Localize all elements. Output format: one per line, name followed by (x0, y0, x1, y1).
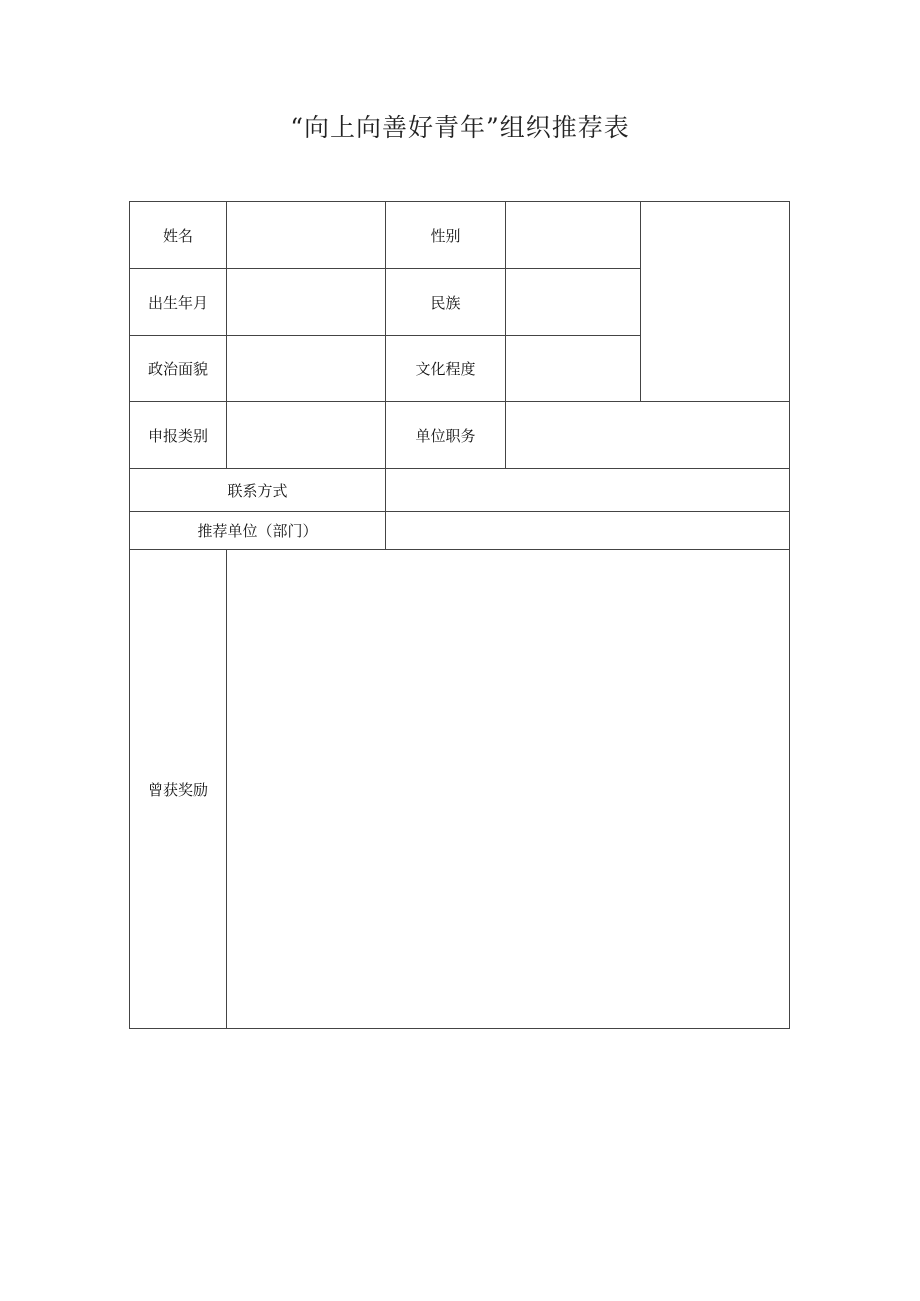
label-position: 单位职务 (385, 401, 506, 469)
label-birth: 出生年月 (129, 268, 227, 336)
birth-field[interactable] (226, 268, 386, 336)
label-category: 申报类别 (129, 401, 227, 469)
ethnicity-field[interactable] (505, 268, 641, 336)
label-political-status: 政治面貌 (129, 335, 227, 402)
label-recommender: 推荐单位（部门） (129, 511, 386, 550)
gender-field[interactable] (505, 201, 641, 269)
form-title: “向上向善好青年”组织推荐表 (290, 113, 630, 142)
recommender-field[interactable] (385, 511, 790, 550)
education-field[interactable] (505, 335, 641, 402)
name-field[interactable] (226, 201, 386, 269)
label-awards: 曾获奖励 (129, 549, 227, 1029)
awards-field[interactable] (226, 549, 790, 1029)
contact-field[interactable] (385, 468, 790, 512)
label-ethnicity: 民族 (385, 268, 506, 336)
political-status-field[interactable] (226, 335, 386, 402)
label-education: 文化程度 (385, 335, 506, 402)
photo-area[interactable] (640, 201, 790, 402)
category-field[interactable] (226, 401, 386, 469)
position-field[interactable] (505, 401, 790, 469)
label-gender: 性别 (385, 201, 506, 269)
label-contact: 联系方式 (129, 468, 386, 512)
label-name: 姓名 (129, 201, 227, 269)
